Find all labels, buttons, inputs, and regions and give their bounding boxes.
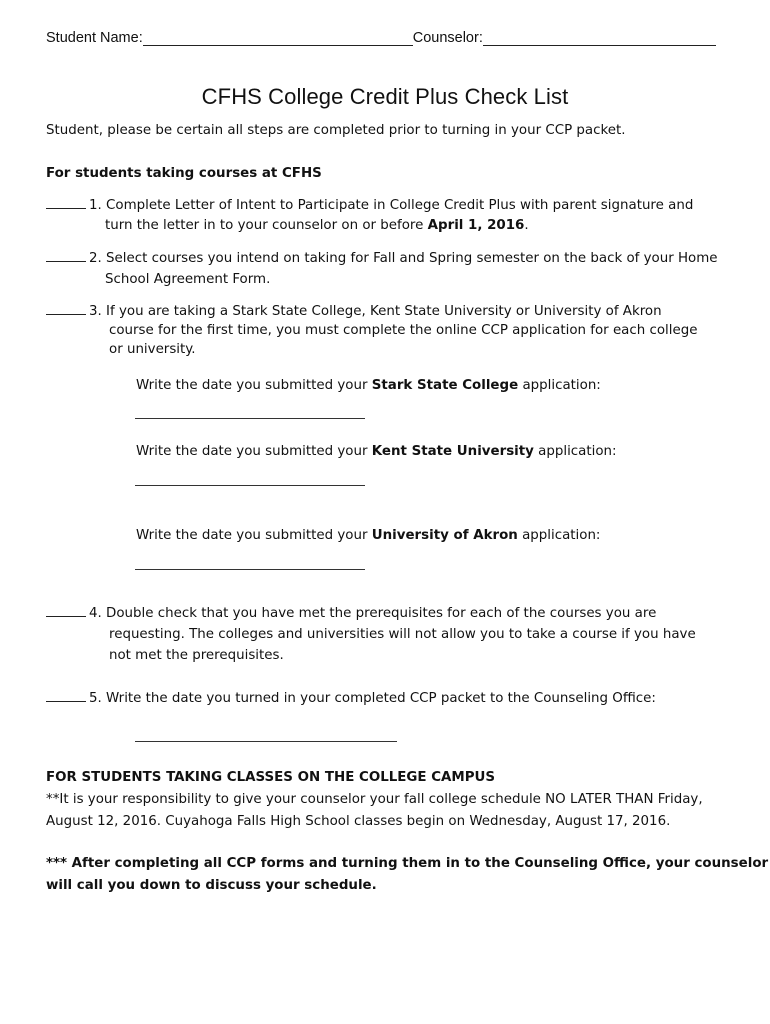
stark-state-prompt: Write the date you submitted your Stark State College application: xyxy=(136,378,601,393)
step-2-checkbox-line[interactable] xyxy=(46,249,86,262)
section2-line1: **It is your responsibility to give your counselor your fall college schedule NO LATER THAN Friday, xyxy=(46,792,703,807)
packet-date-field[interactable] xyxy=(135,741,397,742)
step-4-line2: requesting. The colleges and universities will not allow you to take a course if you have xyxy=(109,627,696,642)
counselor-label: Counselor: xyxy=(412,30,483,46)
step-3-line2: course for the first time, you must complete the online CCP application for each college xyxy=(109,323,698,338)
step-5: 5. Write the date you turned in your completed CCP packet to the Counseling Office: xyxy=(46,689,656,709)
stark-state-date-field[interactable] xyxy=(135,418,365,419)
step-4-line3: not met the prerequisites. xyxy=(109,648,284,663)
akron-prompt: Write the date you submitted your University of Akron application: xyxy=(136,528,601,543)
page-title: CFHS College Credit Plus Check List xyxy=(201,84,569,109)
student-name-label: Student Name: xyxy=(46,30,143,46)
kent-state-prompt: Write the date you submitted your Kent State University application: xyxy=(136,444,617,459)
final-note-line1: *** After completing all CCP forms and turning them in to the Counseling Office, your counselor xyxy=(46,856,769,871)
student-name-field[interactable] xyxy=(143,31,413,46)
akron-date-field[interactable] xyxy=(135,569,365,570)
section1-heading: For students taking courses at CFHS xyxy=(46,166,322,181)
step-5-checkbox-line[interactable] xyxy=(46,689,86,702)
step-4: 4. Double check that you have met the prerequisites for each of the courses you are xyxy=(46,604,656,624)
section2-line2: August 12, 2016. Cuyahoga Falls High School classes begin on Wednesday, August 17, 2016. xyxy=(46,814,671,829)
step-4-checkbox-line[interactable] xyxy=(46,604,86,617)
step-3-checkbox-line[interactable] xyxy=(46,302,86,315)
step-1-checkbox-line[interactable] xyxy=(46,196,86,209)
step-3-line3: or university. xyxy=(109,342,196,357)
step-1: 1. Complete Letter of Intent to Participate in College Credit Plus with parent signature and xyxy=(46,196,693,216)
step-3: 3. If you are taking a Stark State College, Kent State University or University of Akron xyxy=(46,302,662,322)
step-1-line2: turn the letter in to your counselor on or before April 1, 2016. xyxy=(105,218,529,233)
step-2-line2: School Agreement Form. xyxy=(105,272,271,287)
intro-text: Student, please be certain all steps are completed prior to turning in your CCP packet. xyxy=(46,123,626,138)
header-fields xyxy=(46,30,716,46)
section2-heading: FOR STUDENTS TAKING CLASSES ON THE COLLEGE CAMPUS xyxy=(46,770,496,785)
kent-state-date-field[interactable] xyxy=(135,485,365,486)
final-note-line2: will call you down to discuss your schedule. xyxy=(46,878,377,893)
counselor-field[interactable] xyxy=(483,31,716,46)
step-2: 2. Select courses you intend on taking for Fall and Spring semester on the back of your Home xyxy=(46,249,718,269)
